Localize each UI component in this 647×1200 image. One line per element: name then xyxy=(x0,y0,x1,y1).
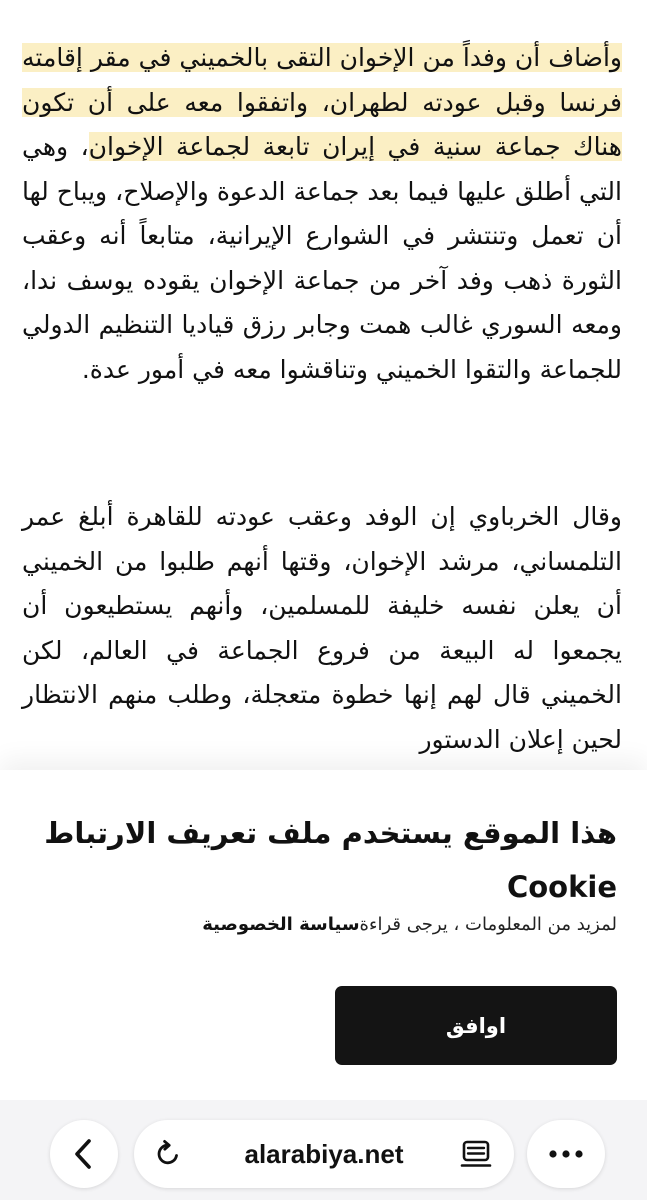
url-text[interactable]: alarabiya.net xyxy=(244,1139,404,1169)
article-paragraph-1 xyxy=(22,36,622,392)
privacy-policy-link[interactable]: سياسة الخصوصية xyxy=(202,914,360,935)
more-button[interactable] xyxy=(527,1120,605,1188)
highlighted-text: وأضاف أن وفداً من الإخوان التقى بالخميني في مقر إقامته فرنسا وقبل عودته لطهران، واتفقوا معه على أن تكون هناك جماعة سنية في إيران تابعة لجماعة الإخوان xyxy=(22,43,622,161)
cookie-banner-title: هذا الموقع يستخدم ملف تعريف الارتباط Cookie xyxy=(44,816,617,904)
paragraph-1-continuation: ، وهي التي أطلق عليها فيما بعد جماعة الدعوة والإصلاح، ويباح لها أن تعمل وتنتشر في الشوارع الإيرانية، متابعاً أنه وعقب الثورة ذهب وفد آخر من جماعة الإخوان يقوده يوسف ندا، ومعه السوري غالب همت وجابر رزق قياديا التنظيم الدولي للجماعة والتقوا الخميني وتناقشوا معه في أمور عدة. xyxy=(22,132,622,384)
reader-view-button[interactable] xyxy=(456,1136,496,1172)
reload-button[interactable] xyxy=(150,1136,186,1172)
chevron-left-icon xyxy=(70,1137,98,1171)
back-button[interactable] xyxy=(50,1120,118,1188)
browser-toolbar xyxy=(0,1100,647,1200)
more-dots-icon xyxy=(546,1148,586,1160)
article-paragraph-2: وقال الخرباوي إن الوفد وعقب عودته للقاهرة أبلغ عمر التلمساني، مرشد الإخوان، وقتها أنهم طلبوا من الخميني أن يعلن نفسه خليفة للمسلمين، وأنهم يستطيعون أن يجمعوا له البيعة من فروع الجماعة في العالم، لكن الخميني قال لهم إنها خطوة متعجلة، وطلب منهم الانتظار لحين إعلان الدستور xyxy=(22,502,622,754)
reader-view-icon xyxy=(459,1138,493,1170)
cookie-info-text: لمزيد من المعلومات ، يرجى قراءة xyxy=(359,914,617,935)
cookie-info-line xyxy=(202,910,617,940)
address-bar[interactable] xyxy=(134,1120,514,1188)
reload-icon xyxy=(152,1138,184,1170)
agree-button[interactable]: اوافق xyxy=(335,986,617,1065)
